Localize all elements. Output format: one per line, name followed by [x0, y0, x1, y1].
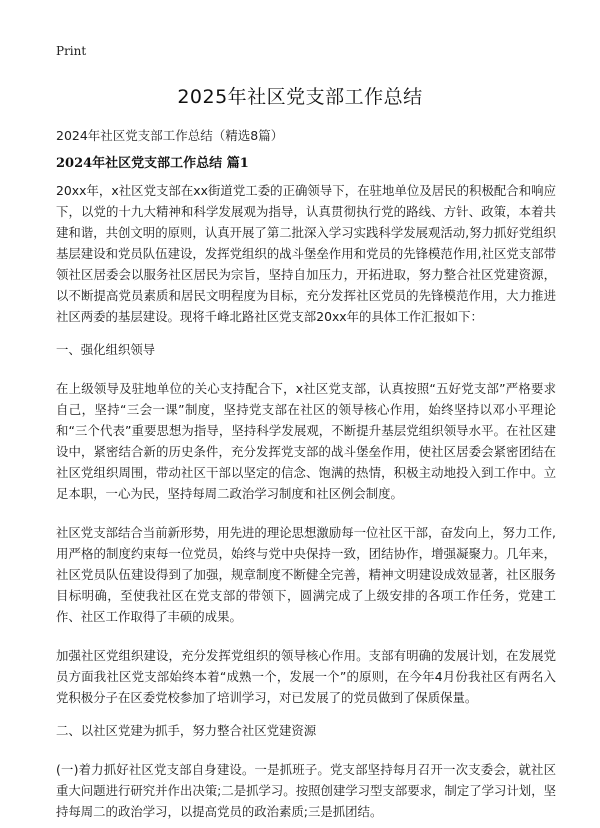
section-title: 2024年社区党支部工作总结 篇1 [56, 156, 249, 171]
paragraph-team-building: 社区党支部结合当前新形势，用先进的理论思想激励每一位社区干部，奋发向上，努力工作,用严格的制度约束每一位党员，始终与党中央保持一致，团结协作，增强凝聚力。几年来，社区党员队伍建设得到了加强，规章制度不断健全完善，精神文明建设成效显著，社区服务目标明确，至使我社区在党支部的带领下，圆满完成了上级安排的各项工作任务，党建工作、社区工作取得了丰硕的成果。 [56, 525, 556, 624]
paragraph-branch-building: (一)着力抓好社区党支部自身建设。一是抓班子。党支部坚持每月召开一次支委会，就社区重大问题进行研究并作出决策;二是抓学习。按照创建学习型支部要求，制定了学习计划，坚持每周二的政治学习，以提高党员的政治素质;三是抓团结。 [56, 762, 556, 819]
document-body [56, 180, 556, 822]
section-heading-2: 二、以社区党建为抓手，努力整合社区党建资源 [56, 723, 317, 738]
section-heading-1: 一、强化组织领导 [56, 342, 156, 357]
document-subtitle: 2024年社区党支部工作总结（精选8篇） [56, 128, 284, 143]
page-title: 2025年社区党支部工作总结 [177, 86, 423, 108]
paragraph-party-org: 加强社区党组织建设，充分发挥党组织的领导核心作用。支部有明确的发展计划，在发展党员方面我社区党支部始终本着“成熟一个，发展一个”的原则，在今年4月份我社区有两名入党积极分子在区委党校参加了培训学习，对已发展了的党员做到了保质保量。 [56, 648, 556, 705]
print-link[interactable]: Print [56, 44, 87, 58]
paragraph-leadership: 在上级领导及驻地单位的关心支持配合下，x社区党支部，认真按照“五好党支部”严格要求自己，坚持“三会一课”制度，坚持党支部在社区的领导核心作用，始终坚持以邓小平理论和“三个代表”重要思想为指导，坚持科学发展观，不断提升基层党组织领导水平。在社区建设中，紧密结合新的历史条件，充分发挥党支部的战斗堡垒作用，使社区居委会紧密团结在社区党组织周围，带动社区干部以坚定的信念、饱满的热情，积极主动地投入到工作中。立足本职，一心为民，坚持每周二政治学习制度和社区例会制度。 [56, 381, 556, 501]
intro-paragraph: 20xx年，x社区党支部在xx街道党工委的正确领导下，在驻地单位及居民的积极配合和响应下，以党的十九大精神和科学发展观为指导，认真贯彻执行党的路线、方针、政策，本着共建和谐，共创文明的原则，认真开展了第二批深入学习实践科学发展观活动,努力抓好党组织基层建设和党员队伍建设，发挥党组织的战斗堡垒作用和党员的先锋模范作用,社区党支部带领社区居委会以服务社区居民为宗旨，坚持自加压力，开拓进取，努力整合社区党建资源，以不断提高党员素质和居民文明程度为目标，充分发挥社区党员的先锋模范作用，大力推进社区两委的基层建设。现将千峰北路社区党支部20xx年的具体工作汇报如下： [56, 183, 556, 324]
